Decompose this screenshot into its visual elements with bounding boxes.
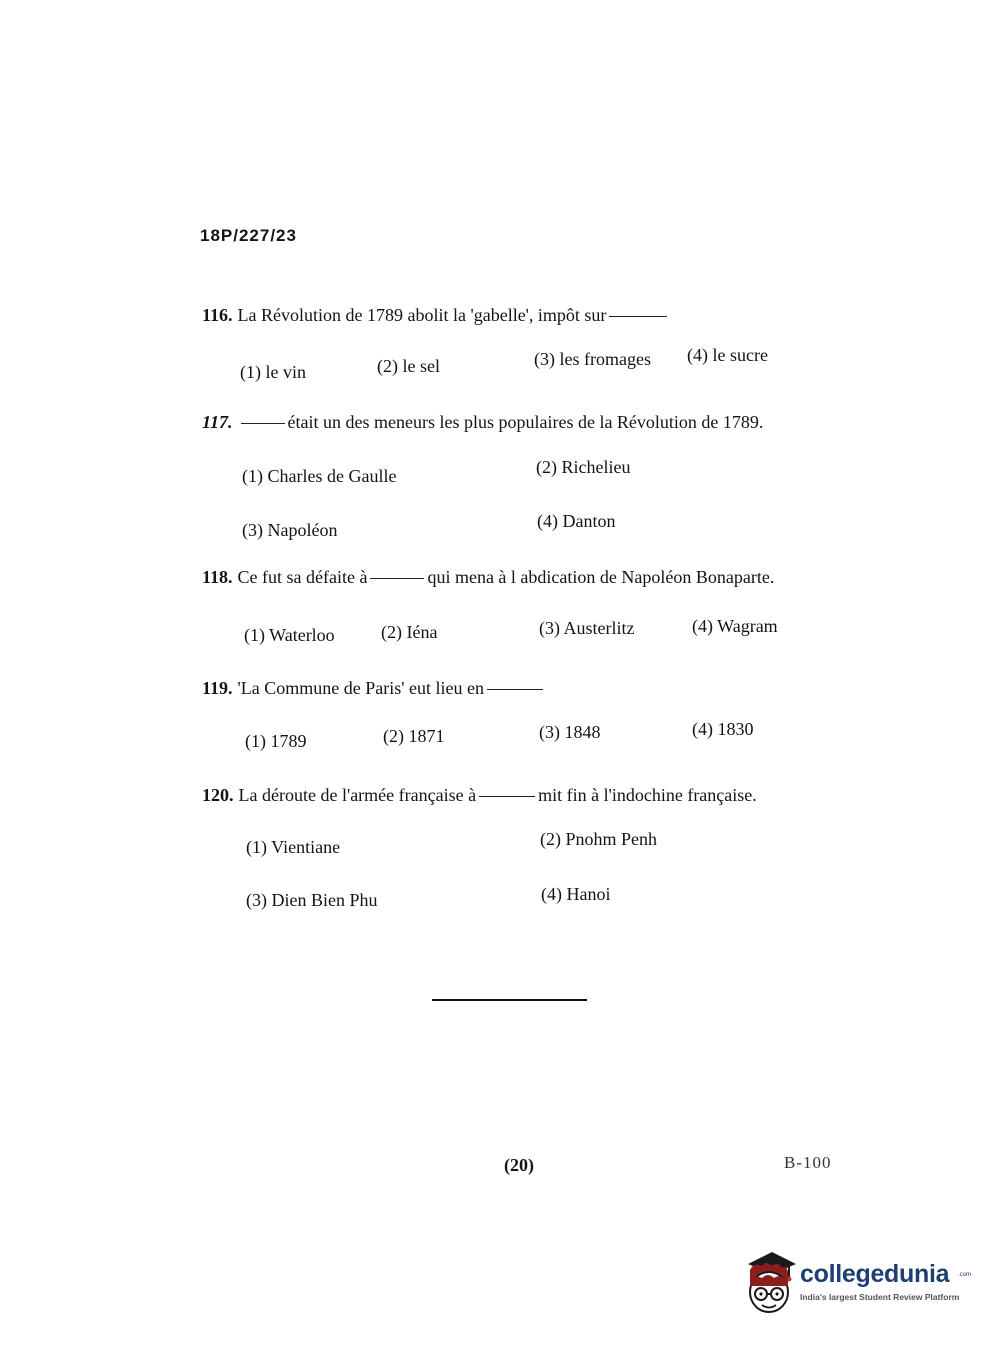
option-119-1: (1) 1789 [245, 731, 307, 751]
question-text: était un des meneurs les plus populaires de la Révolution de 1789. [287, 412, 764, 432]
answer-blank [370, 578, 424, 579]
option-118-3: (3) Austerlitz [539, 618, 635, 638]
answer-blank [241, 423, 285, 424]
option-118-2: (2) Iéna [381, 622, 438, 642]
option-119-3: (3) 1848 [539, 722, 601, 742]
option-120-2: (2) Pnohm Penh [540, 829, 657, 849]
option-119-2: (2) 1871 [383, 726, 445, 746]
option-120-1: (1) Vientiane [246, 837, 341, 857]
question-number: 116. [202, 305, 233, 325]
option-118-4: (4) Wagram [692, 616, 778, 636]
question-number: 119. [202, 678, 233, 698]
option-117-3: (3) Napoléon [242, 520, 338, 540]
question-number: 118. [202, 567, 233, 587]
mascot-icon [742, 1248, 798, 1318]
option-120-4: (4) Hanoi [541, 884, 611, 904]
question-118 [202, 567, 774, 588]
collegedunia-logo [742, 1248, 972, 1318]
question-text: 'La Commune de Paris' eut lieu en [237, 678, 484, 698]
end-rule [432, 999, 587, 1001]
option-116-1: (1) le vin [240, 362, 306, 382]
question-119 [202, 678, 546, 699]
question-117 [202, 412, 763, 433]
option-116-2: (2) le sel [377, 356, 440, 376]
question-number: 120. [202, 785, 234, 805]
question-116 [202, 305, 670, 326]
option-118-1: (1) Waterloo [244, 625, 335, 645]
page-number: (20) [504, 1155, 534, 1175]
question-text-cont: qui mena à l abdication de Napoléon Bonaparte. [427, 567, 775, 587]
option-117-1: (1) Charles de Gaulle [242, 466, 397, 486]
question-120 [202, 785, 757, 806]
brand-name: collegedunia [800, 1260, 950, 1288]
option-116-4: (4) le sucre [687, 345, 768, 365]
brand-tagline: India's largest Student Review Platform [800, 1292, 960, 1302]
option-119-4: (4) 1830 [692, 719, 754, 739]
question-text: La déroute de l'armée française à [238, 785, 477, 805]
option-116-3: (3) les fromages [534, 349, 651, 369]
paper-code: 18P/227/23 [200, 226, 297, 245]
question-text: La Révolution de 1789 abolit la 'gabelle', impôt sur [237, 305, 607, 325]
option-120-3: (3) Dien Bien Phu [246, 890, 378, 910]
option-117-2: (2) Richelieu [536, 457, 631, 477]
booklet-code: B-100 [784, 1153, 832, 1172]
brand-domain: .com [958, 1272, 972, 1278]
option-117-4: (4) Danton [537, 511, 616, 531]
question-text: Ce fut sa défaite à [237, 567, 368, 587]
question-text-cont: mit fin à l'indochine française. [538, 785, 757, 805]
question-number: 117. [202, 412, 233, 432]
answer-blank [479, 796, 535, 797]
answer-blank [487, 689, 543, 690]
answer-blank [609, 316, 667, 317]
